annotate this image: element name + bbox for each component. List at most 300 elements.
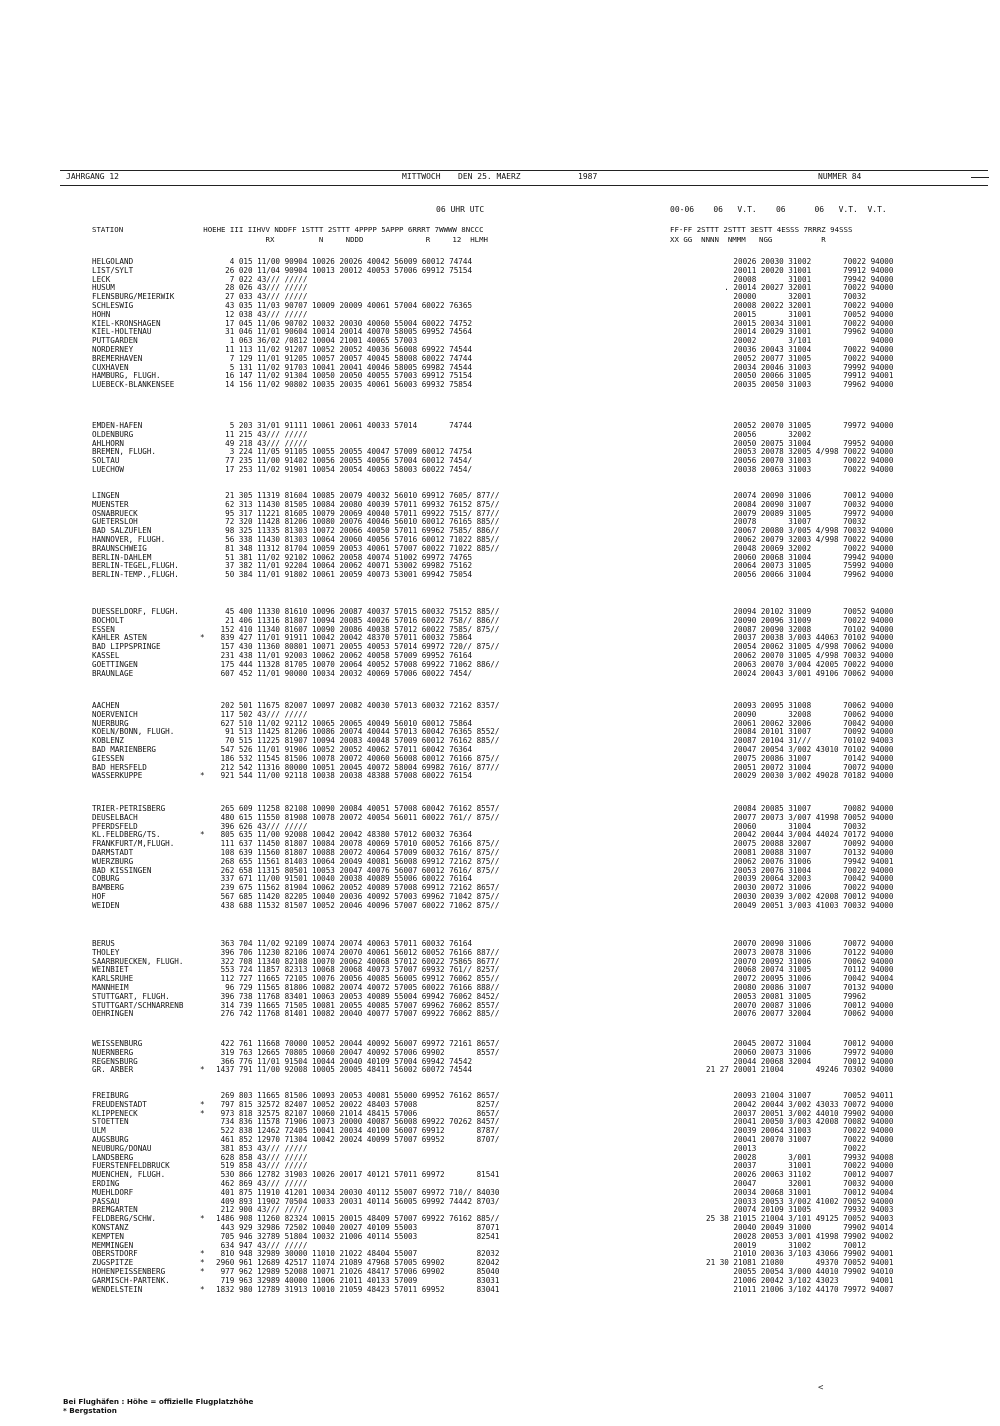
station-data-06utc: 1437 791 11/00 92008 10005 20005 48411 56002 60072 74544 [216, 1065, 473, 1075]
station-data-extra: 20041 20050 3/003 42008 70082 94000 [706, 1117, 894, 1127]
mountain-marker: * [200, 1214, 205, 1224]
station-data-06utc: 202 501 11675 82007 10097 20082 40030 57013 60032 72162 8357/ [216, 701, 500, 710]
station-data-extra: . 20014 20027 32001 70022 94000 [706, 283, 894, 293]
volume-label: JAHRGANG 12 [66, 172, 119, 181]
station-data-extra: 20056 20070 31003 70022 94000 [706, 456, 894, 466]
station-name: ESSEN [92, 624, 115, 634]
station-name: SCHLESWIG [92, 300, 134, 310]
station-data-06utc: 51 381 11/02 92102 10062 20058 40074 51002 69972 74765 [216, 552, 473, 562]
station-data-06utc: 98 325 11335 81303 10072 20066 40050 57011 69962 7585/ 886// [216, 526, 500, 536]
station-data-extra: 20037 20051 3/002 44010 79902 94000 [706, 1108, 894, 1118]
station-data-06utc: 522 838 12462 72405 10041 20034 40100 56007 69912 8787/ [216, 1126, 500, 1136]
station-data-extra: 21010 20036 3/103 43066 79902 94001 [706, 1249, 894, 1259]
station-data-extra: 20008 31001 79942 94000 [706, 274, 894, 284]
station-name: MUENSTER [92, 499, 129, 509]
station-name: KAHLER ASTEN [92, 633, 147, 643]
station-data-06utc: 977 962 12989 52008 10071 21026 48417 57006 69902 85040 [216, 1266, 500, 1276]
heading-line-1-left: STATION HOEHE III IIHVV NDDFF 1STTT 2STTT 4PPPP 5APPP 6RRRT 7WWWW 8NCCC [92, 225, 484, 234]
station-data-extra: 21 30 21081 21080 49370 70052 94001 [706, 1258, 894, 1268]
station-name: NOERVENICH [92, 709, 138, 719]
station-name: FREIBURG [92, 1091, 129, 1100]
station-data-06utc: 27 033 43/// ///// [216, 292, 308, 302]
station-data-extra: 20034 20068 31001 70012 94004 [706, 1187, 894, 1197]
station-data-06utc: 607 452 11/01 90000 10034 20032 40069 57006 60022 7454/ [216, 668, 473, 678]
station-name: WEIDEN [92, 900, 120, 910]
station-name: BERLIN-TEGEL,FLUGH. [92, 561, 179, 571]
station-data-extra: 20070 20087 31006 70012 94000 [706, 1000, 894, 1010]
station-data-06utc: 1486 908 11260 82324 10015 20015 48409 57007 69922 76162 885// [216, 1214, 500, 1224]
station-name: BAD MARIENBERG [92, 744, 157, 754]
station-name: BERUS [92, 939, 115, 948]
station-name: SAARBRUECKEN, FLUGH. [92, 956, 184, 966]
station-data-extra: 20084 20101 31007 70092 94000 [706, 727, 894, 737]
station-data-extra: 20060 20068 31004 79942 94000 [706, 552, 894, 562]
station-data-extra: 21011 21006 3/102 44170 79972 94007 [706, 1284, 894, 1294]
station-data-extra: 20030 20072 31006 70022 94000 [706, 883, 894, 893]
station-data-extra: 20060 20073 31006 79972 94000 [706, 1047, 894, 1057]
station-data-06utc: 17 253 11/02 91901 10054 20054 40063 58003 60022 7454/ [216, 464, 473, 474]
station-data-extra: 20064 20073 31005 75992 94000 [706, 561, 894, 571]
station-data-extra: 20053 20076 31004 70022 94000 [706, 865, 894, 875]
station-data-extra: 20075 20086 31007 70142 94000 [706, 753, 894, 763]
station-name: ZUGSPITZE [92, 1258, 134, 1268]
station-name: PFERDSFELD [92, 821, 138, 831]
station-data-06utc: 810 948 32989 30000 11010 21022 48404 55007 82032 [216, 1249, 500, 1259]
station-data-extra: 20047 20054 3/002 43010 70102 94000 [706, 744, 894, 754]
station-name: AACHEN [92, 701, 120, 710]
station-data-extra: 21 27 20001 21004 49246 70302 94000 [706, 1065, 894, 1075]
station-name: FUERSTENFELDBRUCK [92, 1161, 170, 1171]
station-data-06utc: 43 035 11/03 90707 10009 20009 40061 57004 60022 76365 [216, 300, 473, 310]
station-name: WEISSENBURG [92, 1039, 143, 1048]
station-data-extra: 20045 20072 31004 70012 94000 [706, 1039, 894, 1048]
report-header [60, 170, 988, 186]
station-name: WUERZBURG [92, 856, 134, 866]
station-data-06utc: 627 510 11/02 92112 10065 20065 40049 56010 60012 75864 [216, 718, 473, 728]
station-name: STUTTGART/SCHNARRENB [92, 1000, 184, 1010]
station-data-06utc: 462 869 43/// ///// [216, 1178, 308, 1188]
station-name: OEHRINGEN [92, 1009, 134, 1019]
station-name: OLDENBURG [92, 429, 134, 439]
station-name: KASSEL [92, 650, 120, 660]
station-data-06utc: 276 742 11768 81401 10082 20040 40077 57007 69922 76062 885// [216, 1009, 500, 1019]
station-name: PASSAU [92, 1196, 120, 1206]
station-name: FREUDENSTADT [92, 1099, 147, 1109]
station-name: EMDEN-HAFEN [92, 421, 143, 430]
station-data-06utc: 11 113 11/02 91207 10052 20052 40036 56008 69922 74544 [216, 344, 473, 354]
station-name: NEUBURG/DONAU [92, 1143, 152, 1153]
station-data-06utc: 28 026 43/// ///// [216, 283, 308, 293]
station-name: LANDSBERG [92, 1152, 134, 1162]
station-data-06utc: 77 235 11/00 91402 10056 20055 40056 57004 60012 7454/ [216, 456, 473, 466]
station-data-06utc: 7 129 11/01 91205 10057 20057 40045 58008 60022 74744 [216, 353, 473, 363]
station-name: HUSUM [92, 283, 115, 293]
station-data-06utc: 443 929 32986 72502 10040 20027 40109 55003 87071 [216, 1222, 500, 1232]
station-data-06utc: 212 900 43/// ///// [216, 1205, 308, 1215]
station-data-extra: 20038 20063 31003 70022 94000 [706, 464, 894, 474]
station-data-extra: 20039 20064 32003 70042 94000 [706, 874, 894, 884]
station-name: DARMSTADT [92, 847, 134, 857]
station-data-06utc: 70 515 11225 81907 10094 20083 40048 57009 60012 76162 885// [216, 736, 500, 746]
station-data-06utc: 91 513 11425 81206 10086 20074 40044 57013 60042 76365 8552/ [216, 727, 500, 737]
station-data-06utc: 921 544 11/00 92118 10038 20038 48388 57008 60022 76154 [216, 771, 473, 781]
station-name: FRANKFURT/M,FLUGH. [92, 839, 175, 849]
station-data-06utc: 797 815 32572 82407 10052 20022 48403 57008 8257/ [216, 1099, 500, 1109]
station-data-extra: 20050 20066 31005 79912 94001 [706, 371, 894, 381]
station-name: MUENCHEN, FLUGH. [92, 1170, 166, 1180]
station-data-06utc: 396 626 43/// ///// [216, 821, 308, 831]
station-data-06utc: 239 675 11562 81904 10062 20052 40089 57008 69912 72162 8657/ [216, 883, 500, 893]
station-name: HOHENPEISSENBERG [92, 1266, 166, 1276]
station-name: MEMMINGEN [92, 1240, 134, 1250]
station-name: GARMISCH-PARTENK. [92, 1275, 170, 1285]
station-data-06utc: 49 218 43/// ///// [216, 438, 308, 448]
station-data-06utc: 396 706 11230 82106 10074 20070 40061 56012 60052 76166 887// [216, 947, 500, 957]
station-name: ULM [92, 1126, 106, 1136]
station-data-extra: 20000 32001 70032 [706, 292, 867, 302]
pen-mark: < [818, 1383, 824, 1393]
mountain-marker: * [200, 1108, 205, 1118]
station-data-06utc: 111 637 11450 81807 10084 20078 40069 57010 60052 76166 875// [216, 839, 500, 849]
station-name: STUTTGART, FLUGH. [92, 991, 170, 1001]
mountain-marker: * [200, 1266, 205, 1276]
station-name: LECK [92, 274, 111, 284]
station-name: OBERSTDORF [92, 1249, 138, 1259]
station-data-extra: 20053 20078 32005 4/998 70022 94000 [706, 447, 894, 457]
station-data-06utc: 37 382 11/01 92204 10064 20062 40071 53002 69982 75162 [216, 561, 473, 571]
station-data-extra: 20037 20038 3/003 44063 70102 94000 [706, 633, 894, 643]
station-data-06utc: 96 729 11565 81806 10082 20074 40072 57005 60022 76166 888// [216, 982, 500, 992]
station-name: BOCHOLT [92, 615, 125, 625]
station-name: BRAUNSCHWEIG [92, 543, 147, 553]
station-data-extra: 20056 32002 [706, 429, 812, 439]
station-data-06utc: 530 866 12782 31903 10026 20017 40121 57011 69972 81541 [216, 1170, 500, 1180]
issue-number: NUMMER 84 [818, 172, 862, 181]
station-data-06utc: 839 427 11/01 91911 10042 20042 48370 57011 60032 75864 [216, 633, 473, 643]
station-data-06utc: 2960 961 12689 42517 11074 21089 47968 57005 69902 82042 [216, 1258, 500, 1268]
station-data-06utc: 3 224 11/05 91105 10055 20055 40047 57009 60012 74754 [216, 447, 473, 457]
station-name: LIST/SYLT [92, 265, 134, 275]
station-data-06utc: 157 430 11360 80801 10071 20055 40053 57014 69972 720// 875// [216, 642, 500, 652]
station-data-extra: 20087 20104 31/// 70102 94003 [706, 736, 894, 746]
station-data-06utc: 5 203 31/01 91111 10061 20061 40033 57014 74744 [216, 421, 473, 430]
station-data-06utc: 973 818 32575 82107 10060 21014 48415 57006 8657/ [216, 1108, 500, 1118]
station-data-extra: 20049 20051 3/003 41003 70032 94000 [706, 900, 894, 910]
station-name: KEMPTEN [92, 1231, 125, 1241]
mountain-marker: * [200, 1065, 205, 1075]
station-data-06utc: 7 022 43/// ///// [216, 274, 308, 284]
station-name: MUEHLDORF [92, 1187, 134, 1197]
station-data-06utc: 72 320 11428 81206 10080 20076 40046 56010 60012 76165 885// [216, 517, 500, 527]
station-data-extra: 20062 20070 31005 4/998 70032 94000 [706, 650, 894, 660]
station-name: KL.FELDBERG/TS. [92, 830, 161, 840]
station-data-06utc: 1832 980 12789 31913 10010 21059 48423 57011 69952 83041 [216, 1284, 500, 1294]
station-data-06utc: 26 020 11/04 90904 10013 20012 40053 57006 69912 75154 [216, 265, 473, 275]
station-name: NUERBURG [92, 718, 129, 728]
station-name: GIESSEN [92, 753, 125, 763]
station-data-06utc: 366 776 11/01 91504 10044 20040 40109 57004 69942 74542 [216, 1056, 473, 1066]
mountain-marker: * [200, 830, 205, 840]
station-name: OSNABRUECK [92, 508, 138, 518]
station-data-06utc: 175 444 11328 81705 10070 20064 40052 57008 69922 71062 886// [216, 659, 500, 669]
station-name: BERLIN-TEMP.,FLUGH. [92, 570, 179, 580]
station-data-extra: 20074 20090 31006 70012 94000 [706, 491, 894, 500]
station-name: HAMBURG, FLUGH. [92, 371, 161, 381]
station-data-extra: 20044 20068 32004 70012 94000 [706, 1056, 894, 1066]
station-data-extra: 20019 31002 70012 [706, 1240, 867, 1250]
station-data-extra: 20055 20054 3/000 44010 79902 94010 [706, 1266, 894, 1276]
station-data-extra: 20093 20095 31008 70062 94000 [706, 701, 894, 710]
station-name: WEINBIET [92, 965, 129, 975]
station-data-06utc: 734 836 11578 71906 10073 20000 40087 56008 69922 70262 8457/ [216, 1117, 500, 1127]
station-data-extra: 20056 20066 31004 79962 94000 [706, 570, 894, 580]
station-data-extra: 20080 20086 31007 70132 94000 [706, 982, 894, 992]
station-data-extra: 20051 20072 31004 70072 94000 [706, 762, 894, 772]
station-data-extra: 20084 20085 31007 70082 94000 [706, 804, 894, 813]
station-data-extra: 20015 31001 70052 94000 [706, 309, 894, 319]
station-data-extra: 20061 20062 32006 70042 94000 [706, 718, 894, 728]
station-data-extra: 20070 20090 31006 70072 94000 [706, 939, 894, 948]
station-data-06utc: 634 947 43/// ///// [216, 1240, 308, 1250]
station-data-extra: 20041 20070 31007 70022 94000 [706, 1134, 894, 1144]
station-name: ERDING [92, 1178, 120, 1188]
station-name: THOLEY [92, 947, 120, 957]
station-data-06utc: 480 615 11550 81908 10078 20072 40054 56011 60022 761// 875// [216, 812, 500, 822]
station-name: BERLIN-DAHLEM [92, 552, 152, 562]
station-data-extra: 20054 20062 31005 4/998 70062 94000 [706, 642, 894, 652]
station-name: NORDERNEY [92, 344, 134, 354]
station-data-extra: 20093 21004 31007 70052 94011 [706, 1091, 894, 1100]
footnote-airports: Bei Flughäfen : Höhe = offizielle Flugplatzhöhe [63, 1397, 254, 1406]
station-data-06utc: 231 438 11/01 92003 10062 20062 40058 57009 69952 76164 [216, 650, 473, 660]
station-name: CUXHAVEN [92, 362, 129, 372]
station-data-06utc: 628 858 43/// ///// [216, 1152, 308, 1162]
station-data-extra: 20029 20030 3/002 49028 70182 94000 [706, 771, 894, 781]
station-data-extra: 20062 20076 31006 79942 94001 [706, 856, 894, 866]
station-data-extra: 20053 20081 31005 79962 [706, 991, 867, 1001]
station-data-06utc: 547 526 11/01 91906 10052 20052 40062 57011 60042 76364 [216, 744, 473, 754]
station-name: BAD KISSINGEN [92, 865, 152, 875]
station-data-06utc: 409 893 11902 70504 10033 20031 40114 56005 69992 74442 8703/ [216, 1196, 500, 1206]
station-name: HOHN [92, 309, 111, 319]
station-data-extra: 20084 20090 31007 70032 94000 [706, 499, 894, 509]
station-data-extra: 20063 20070 3/004 42005 70022 94000 [706, 659, 894, 669]
heading-line-2-left: RX N NDDD R 12 HLMH [92, 235, 489, 244]
station-name: LINGEN [92, 491, 120, 500]
station-name: BREMGARTEN [92, 1205, 138, 1215]
station-data-extra: 20033 20053 3/002 41002 70052 94000 [706, 1196, 894, 1206]
station-name: BRAUNLAGE [92, 668, 134, 678]
station-data-06utc: 16 147 11/02 91304 10050 20050 40055 57003 69912 75154 [216, 371, 473, 381]
station-data-06utc: 719 963 32989 40000 11006 21011 40133 57009 83031 [216, 1275, 500, 1285]
station-name: LUEBECK-BLANKENSEE [92, 380, 175, 390]
station-data-extra: 20076 20077 32004 70062 94000 [706, 1009, 894, 1019]
station-data-extra: 20002 3/101 94000 [706, 336, 894, 346]
station-data-extra: 20052 20077 31005 70022 94000 [706, 353, 894, 363]
station-name: STOETTEN [92, 1117, 129, 1127]
station-data-06utc: 152 410 11340 81607 10090 20086 40038 57012 60022 7585/ 875// [216, 624, 500, 634]
station-name: FLENSBURG/MEIERWIK [92, 292, 175, 302]
station-data-extra: 20028 3/001 79932 94008 [706, 1152, 894, 1162]
station-data-extra: 20081 20088 31007 70132 94000 [706, 847, 894, 857]
station-data-extra: 20036 20043 31004 70022 94000 [706, 344, 894, 354]
station-data-06utc: 108 639 11560 81807 10088 20072 40064 57009 60032 7616/ 875// [216, 847, 500, 857]
station-name: KARLSRUHE [92, 974, 134, 984]
station-name: GUETERSLOH [92, 517, 138, 527]
mountain-marker: * [200, 1249, 205, 1259]
station-name: AUGSBURG [92, 1134, 129, 1144]
station-data-extra: 20052 20070 31005 79972 94000 [706, 421, 894, 430]
station-name: REGENSBURG [92, 1056, 138, 1066]
station-data-06utc: 21 406 11316 81807 10094 20085 40026 57016 60022 758// 886// [216, 615, 500, 625]
station-name: COBURG [92, 874, 120, 884]
station-data-extra: 20050 20075 31004 79952 94000 [706, 438, 894, 448]
station-name: HANNOVER, FLUGH. [92, 534, 166, 544]
station-data-06utc: 705 946 32789 51804 10032 21006 40114 55003 82541 [216, 1231, 500, 1241]
station-data-06utc: 422 761 11668 70000 10052 20044 40092 56007 69972 72161 8657/ [216, 1039, 500, 1048]
station-name: KOBLENZ [92, 736, 125, 746]
station-data-06utc: 31 046 11/01 90604 10014 20014 40070 58005 69952 74564 [216, 327, 473, 337]
station-data-extra: 20011 20020 31001 79912 94000 [706, 265, 894, 275]
station-data-extra: 20030 20039 3/002 42008 70012 94000 [706, 891, 894, 901]
utc-heading: 06 UHR UTC [436, 205, 485, 214]
station-data-extra: 20090 20096 31009 70022 94000 [706, 615, 894, 625]
station-data-extra: 20035 20050 31003 79962 94000 [706, 380, 894, 390]
station-data-06utc: 319 763 12665 70805 10060 20047 40092 57006 69902 8557/ [216, 1047, 500, 1057]
station-data-06utc: 381 853 43/// ///// [216, 1143, 308, 1153]
mountain-marker: * [200, 1258, 205, 1268]
station-data-extra: 20087 20090 32008 70102 94000 [706, 624, 894, 634]
station-data-extra: 20015 20034 31001 70022 94000 [706, 318, 894, 328]
station-data-06utc: 553 724 11857 82313 10068 20068 40073 57007 69932 761// 8257/ [216, 965, 500, 975]
date-label: DEN 25. MAERZ [458, 172, 521, 181]
station-name: WENDELSTEIN [92, 1284, 143, 1294]
station-data-extra: 20008 20022 32001 70022 94000 [706, 300, 894, 310]
station-data-extra: 20042 20044 3/004 44024 70172 94000 [706, 830, 894, 840]
station-name: GR. ARBER [92, 1065, 134, 1075]
station-data-06utc: 805 635 11/00 92008 10042 20042 48380 57012 60032 76364 [216, 830, 473, 840]
station-data-06utc: 4 015 11/00 90904 10026 20026 40042 56009 60012 74744 [216, 257, 473, 266]
station-data-extra: 20062 20079 32003 4/998 70022 94000 [706, 534, 894, 544]
station-data-06utc: 62 313 11430 81505 10084 20080 40039 57011 69932 76152 875// [216, 499, 500, 509]
mountain-marker: * [200, 1284, 205, 1294]
station-data-06utc: 45 400 11330 81610 10096 20087 40037 57015 60032 75152 885// [216, 607, 500, 616]
station-data-extra: 20047 32001 70032 94000 [706, 1178, 894, 1188]
station-data-06utc: 17 045 11/06 90702 10032 20030 40060 55004 60022 74752 [216, 318, 473, 328]
station-name: BREMERHAVEN [92, 353, 143, 363]
station-data-extra: 20037 31001 70022 94000 [706, 1161, 894, 1171]
station-name: KONSTANZ [92, 1222, 129, 1232]
station-data-extra: 20028 20053 3/001 41998 79902 94002 [706, 1231, 894, 1241]
right-heading-top: 00-06 06 V.T. 06 06 V.T. V.T. [670, 205, 887, 214]
station-data-06utc: 50 384 11/01 91802 10061 20059 40073 53001 69942 75054 [216, 570, 473, 580]
station-data-06utc: 1 063 36/02 /0812 10004 21001 40065 57003 [216, 336, 418, 346]
station-name: TRIER-PETRISBERG [92, 804, 166, 813]
station-data-extra: 20070 20092 31006 70062 94000 [706, 956, 894, 966]
station-data-06utc: 14 156 11/02 90802 10035 20035 40061 56003 69932 75854 [216, 380, 473, 390]
station-name: PUTTGARDEN [92, 336, 138, 346]
heading-line-2-right: XX GG NNNN NMMM NGG R [670, 235, 826, 244]
year-label: 1987 [578, 172, 598, 181]
station-data-extra: 20026 20063 31102 70012 94007 [706, 1170, 894, 1180]
header-rule [971, 177, 989, 178]
station-name: HELGOLAND [92, 257, 134, 266]
mountain-marker: * [200, 633, 205, 643]
station-data-06utc: 5 131 11/02 91703 10041 20041 40046 58005 69982 74544 [216, 362, 473, 372]
station-data-06utc: 117 502 43/// ///// [216, 709, 308, 719]
station-data-extra: 25 38 21015 21004 3/101 49125 70052 94003 [706, 1214, 894, 1224]
station-data-06utc: 186 532 11545 81506 10078 20072 40060 56008 60012 76166 875// [216, 753, 500, 763]
station-data-extra: 20013 70022 [706, 1143, 867, 1153]
station-name: BAD LIPPSPRINGE [92, 642, 161, 652]
station-data-06utc: 12 038 43/// ///// [216, 309, 308, 319]
station-data-extra: 20048 20069 32002 70022 94000 [706, 543, 894, 553]
station-data-extra: 20078 31007 70032 [706, 517, 867, 527]
weekday-label: MITTWOCH [402, 172, 441, 181]
station-name: AHLHORN [92, 438, 125, 448]
station-data-extra: 20034 20046 31003 79992 94000 [706, 362, 894, 372]
station-data-06utc: 363 704 11/02 92109 10074 20074 40063 57011 60032 76164 [216, 939, 473, 948]
station-data-06utc: 262 658 11315 80501 10053 20047 40076 56007 60012 7616/ 875// [216, 865, 500, 875]
station-data-06utc: 265 609 11258 82108 10090 20084 40051 57008 60042 76162 8557/ [216, 804, 500, 813]
station-name: KOELN/BONN, FLUGH. [92, 727, 175, 737]
station-name: FELDBERG/SCHW. [92, 1214, 157, 1224]
station-name: DEUSELBACH [92, 812, 138, 822]
footnote [63, 1397, 253, 1415]
station-data-extra: 20079 20089 31005 79972 94000 [706, 508, 894, 518]
station-data-extra: 20075 20088 32007 70092 94000 [706, 839, 894, 849]
station-data-extra: 20060 31004 70032 [706, 821, 867, 831]
station-data-extra: 20068 20074 31005 70112 94000 [706, 965, 894, 975]
station-name: SOLTAU [92, 456, 120, 466]
station-data-06utc: 438 688 11532 81507 10052 20046 40096 57007 60022 71062 875// [216, 900, 500, 910]
station-name: GOETTINGEN [92, 659, 138, 669]
station-data-06utc: 81 348 11312 81704 10059 20053 40061 57007 60022 71022 885// [216, 543, 500, 553]
station-data-06utc: 519 858 43/// ///// [216, 1161, 308, 1171]
station-data-extra: 20067 20080 3/005 4/998 70032 94000 [706, 526, 894, 536]
station-name: BAD HERSFELD [92, 762, 147, 772]
station-name: BAD SALZUFLEN [92, 526, 152, 536]
station-data-extra: 20077 20073 3/007 41998 70052 94000 [706, 812, 894, 822]
station-data-06utc: 268 655 11561 81403 10064 20049 40081 56008 69912 72162 875// [216, 856, 500, 866]
station-data-extra: 20073 20078 31006 70122 94000 [706, 947, 894, 957]
station-name: HOF [92, 891, 106, 901]
station-data-06utc: 11 215 43/// ///// [216, 429, 308, 439]
station-data-06utc: 461 852 12970 71304 10042 20024 40099 57007 69952 8707/ [216, 1134, 500, 1144]
station-name: BAMBERG [92, 883, 125, 893]
station-name: WASSERKUPPE [92, 771, 143, 781]
station-name: DUESSELDORF, FLUGH. [92, 607, 179, 616]
footnote-mountain: * Bergstation [63, 1406, 117, 1415]
station-data-06utc: 396 738 11768 83401 10063 20053 40089 55004 69942 76062 8452/ [216, 991, 500, 1001]
station-data-06utc: 56 338 11430 81303 10064 20060 40056 57016 60012 71022 885// [216, 534, 500, 544]
station-data-extra: 20040 20049 31000 79902 94014 [706, 1222, 894, 1232]
station-data-06utc: 337 671 11/00 91501 10040 20038 40089 55006 60022 76164 [216, 874, 473, 884]
station-data-06utc: 322 708 11340 82108 10070 20062 40068 57012 60022 75865 8677/ [216, 956, 500, 966]
station-data-06utc: 21 305 11319 81604 10085 20079 40032 56010 69912 7605/ 877// [216, 491, 500, 500]
heading-line-1-right: FF-FF 2STTT 2STTT 3ESTT 4ESSS 7RRRZ 94SSS [670, 225, 853, 234]
station-name: KIEL-KRONSHAGEN [92, 318, 161, 328]
station-data-06utc: 314 739 11665 71505 10081 20055 40085 57007 69962 76062 8557/ [216, 1000, 500, 1010]
station-data-06utc: 567 685 11420 82205 10040 20036 40092 57003 69962 71042 875// [216, 891, 500, 901]
station-data-06utc: 95 317 11221 81605 10079 20069 40040 57011 69922 7515/ 877// [216, 508, 500, 518]
station-name: LUECHOW [92, 464, 125, 474]
mountain-marker: * [200, 771, 205, 781]
station-data-extra: 20039 20064 31003 70022 94000 [706, 1126, 894, 1136]
station-data-extra: 20090 32008 70062 94000 [706, 709, 894, 719]
station-data-06utc: 401 875 11910 41201 10034 20030 40112 55007 69972 710// 84030 [216, 1187, 500, 1197]
station-data-extra: 20014 20029 31001 79962 94000 [706, 327, 894, 337]
